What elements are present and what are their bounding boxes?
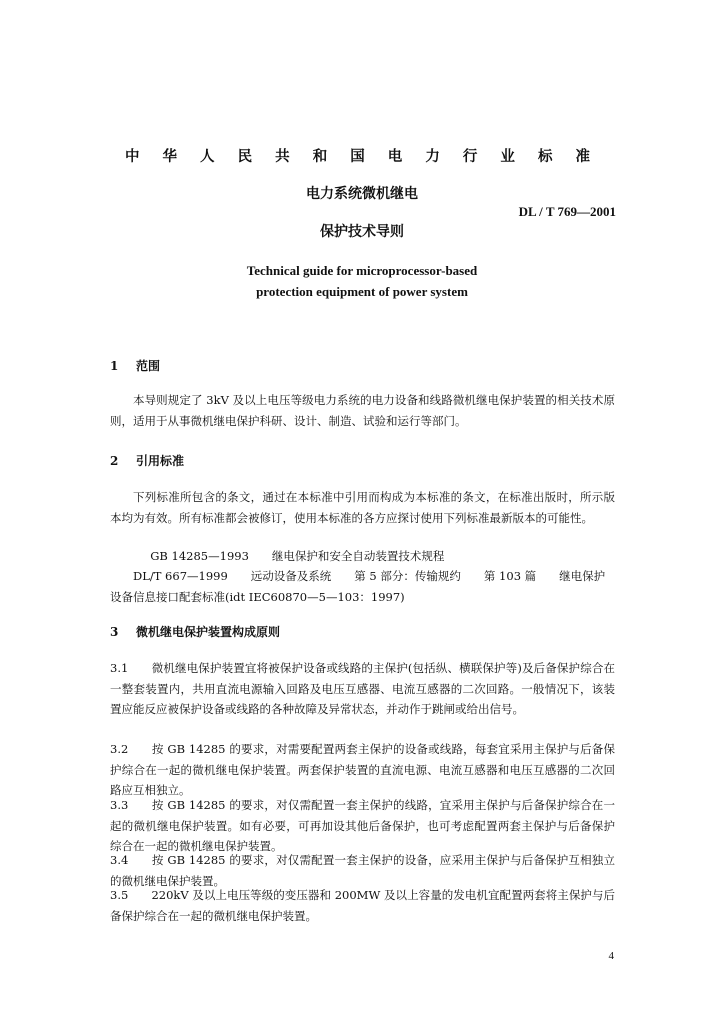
section-number: 2 — [110, 454, 119, 468]
section-title: 范围 — [136, 359, 161, 373]
section-1-paragraph: 本导则规定了 3kV 及以上电压等级电力系统的电力设备和线路微机继电保护装置的相关技术原则，适用于从事微机继电保护科研、设计、制造、试验和运行等部门。 — [110, 393, 615, 428]
clause-3-3: 3.3 按 GB 14285 的要求，对仅需配置一套主保护的线路，宜采用主保护与后备保护综合在一起的微机继电保护装置。如有必要，可再加设其他后备保护，也可考虑配置两套主保护与后备保护综合在一起的微机继电保护装置。 — [110, 798, 615, 853]
clause-3-2: 3.2 按 GB 14285 的要求，对需要配置两套主保护的设备或线路，每套宜采用主保护与后备保护综合在一起的微机继电保护装置。两套保护装置的直流电源、电流互感器和电压互感器的二次回路应互相独立。 — [110, 742, 615, 797]
section-title: 引用标准 — [136, 454, 185, 468]
reference-dlt667: DL/T 667—1999 远动设备及系统 第 5 部分：传输规约 第 103 篇 继电保护设备信息接口配套标准(idt IEC60870—5—103：1997) — [110, 569, 606, 604]
english-title-line-2: protection equipment of power system — [256, 284, 468, 299]
section-number: 3 — [110, 625, 119, 639]
section-number: 1 — [110, 359, 119, 373]
section-1-heading — [110, 357, 160, 374]
section-2-heading — [110, 452, 184, 469]
clause-3-4: 3.4 按 GB 14285 的要求，对仅需配置一套主保护的设备，应采用主保护与后备保护互相独立的微机继电保护装置。 — [110, 853, 615, 888]
page-number: 4 — [608, 950, 614, 962]
section-3-heading — [110, 623, 280, 640]
standard-category-header: 中 华 人 民 共 和 国 电 力 行 业 标 准 — [124, 148, 600, 165]
title-line-1: 电力系统微机继电 — [306, 186, 418, 202]
section-2-paragraph: 下列标准所包含的条文，通过在本标准中引用而构成为本标准的条文，在标准出版时，所示版本均为有效。所有标准都会被修订，使用本标准的各方应探讨使用下列标准最新版本的可能性。 — [110, 490, 615, 525]
clause-3-1: 3.1 微机继电保护装置宜将被保护设备或线路的主保护(包括纵、横联保护等)及后备保护综合在一整套装置内，共用直流电源输入回路及电压互感器、电流互感器的二次回路。一般情况下，该装置应能反应被保护设备或线路的各种故障及异常状态，并动作于跳闸或给出信号。 — [110, 661, 615, 716]
section-title: 微机继电保护装置构成原则 — [136, 625, 281, 639]
clause-3-5: 3.5 220kV 及以上电压等级的变压器和 200MW 及以上容量的发电机宜配置两套将主保护与后备保护综合在一起的微机继电保护装置。 — [110, 888, 615, 923]
standard-code: DL / T 769—2001 — [518, 204, 616, 219]
english-title-line-1: Technical guide for microprocessor-based — [246, 263, 478, 278]
title-line-2: 保护技术导则 — [320, 224, 404, 240]
reference-gb14285: GB 14285—1993 继电保护和安全自动装置技术规程 — [150, 549, 445, 563]
